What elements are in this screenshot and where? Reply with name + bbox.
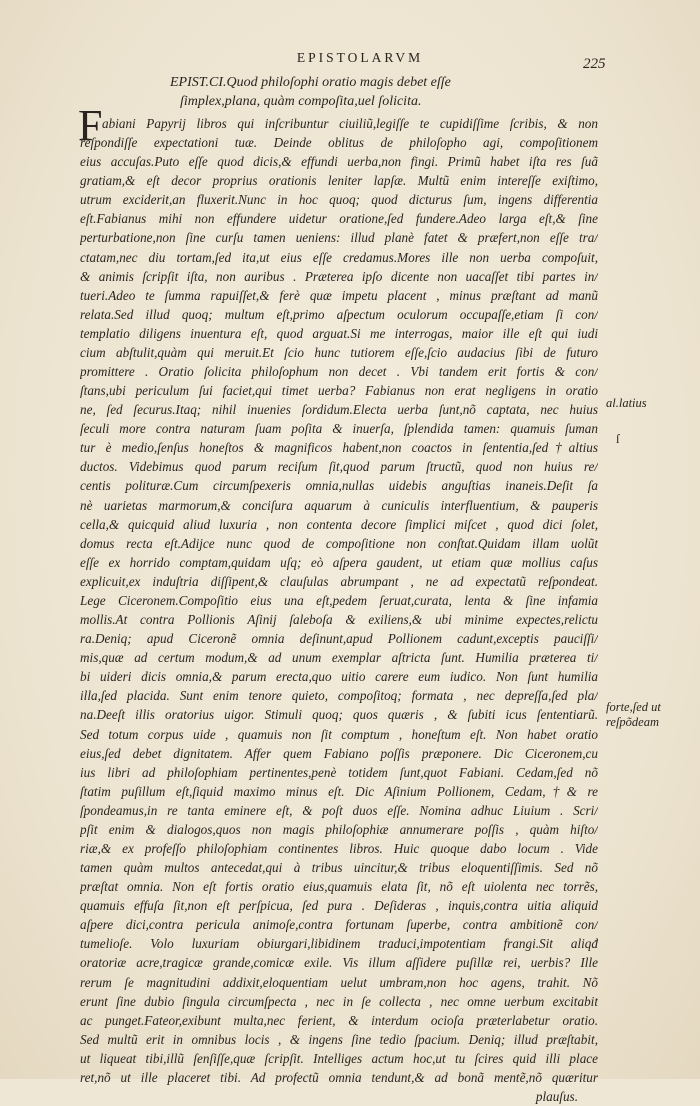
body-line: centis polituræ.Cum circumſpexeris omnia,nullas uidebis anguſtias inaneis.Deſit ſa [80,478,598,494]
drop-cap: F [78,101,103,150]
body-line: Lege Ciceronem.Compoſitio eius una eſt,pedem ſeruat,curata, lenta & ſine infamia [80,592,598,608]
body-line: tur è medio,ſenſus honeſtos & magnificos habent,non coactos in ſententia,ſed†altius [80,440,598,456]
body-line: tamen quàm multos antecedat,qui à tribus uincitur,& tribus eloquentiſſimis. Sed nõ [80,860,598,876]
body-line: eius,ſed debet dignitatem. Affer quem Fabiano poſſis præponere. Dic Ciceronem,cu [80,745,598,761]
body-line: explicuit,ex induſtria diſſipent,& clauſulas abrumpant , ne ad expectatũ reſpondeat. [80,573,598,589]
body-line: riæ,& ex profeſſo philoſophiam continentes libros. Huic quoque dabo locum . Vide [80,840,598,856]
body-line: ret,nõ ut ille placeret tibi. Ad profectũ omnia tendunt,& ad bonã mentẽ,nõ quæritur [80,1069,598,1085]
body-line: relata.Sed illud quoq; multum eſt,primo aſpectum oculorum occupaſſe,etiam ſi con/ [80,306,598,322]
body-line: perturbatione,non ſine curſu tamen ueniens: illud planè fatet & præfert,non eſſe tra/ [80,230,598,246]
letter-title [170,74,600,111]
body-line: pſit enim & dialogos,quos non magis philoſophiæ annumerare poſſis , quàm hiſto/ [80,821,598,837]
body-line: ius libri ad philoſophiam pertinentes,penè totidem ſunt,quot Fabiani. Cedam,ſed nõ [80,764,598,780]
body-line: na.Deeſt illis oratorius uigor. Stimuli quoq; quos quæris , & ſubiti icus ſententiarũ. [80,707,598,723]
body-line: ductos. Videbimus quod parum reciſum ſit,quod parum ſtructũ, quod non huius re/ [80,459,598,475]
body-line: aſpere dici,contra pericula animoſe,contra fortunam ſuperbe, contra ambitionẽ con/ [80,917,598,933]
body-line: mis,quæ ad certum modum,& ad unum exemplar aſtricta ſunt. Humilia præterea ti/ [80,650,598,666]
body-line: rerum ſe magnitudini addixit,eloquentiam uelut umbram,non hoc agens, trahit. Nõ [80,974,598,990]
margin-note-conjecture-line-2: reſpõdeam [606,715,659,729]
body-line: gratiam,& eſt decor proprius orationis leniter lapſæ. Multũ enim intereſſe exiſtimo, [80,173,598,189]
body-line: quamuis effuſa ſit,non eſt perſpicua, ſed pura . Deſideras , inquis,contra uitia aliquid [80,898,598,914]
margin-note-conjecture [606,700,661,730]
letter-title-line-1: EPIST.CI.Quod philoſophi oratio magis debet eſſe [170,75,451,90]
body-line: eſt.Fabianus mihi non effundere uidetur oratione,ſed fundere.Adeo larga eſt,& ſine [80,211,598,227]
letter-title-line-2: ſimplex,plana, quàm compoſita,uel ſolicita. [180,93,422,109]
body-line: templatio diligens inuentura eſt, quod arguat.Si me interrogas, maior ille eſt qui iudi [80,325,598,341]
body-line: ſtatim puſillum eſt,ſiquid maximo minus eſt. Dic Aſinium Pollionem, Cedam,†& re [80,783,598,799]
body-line: Sed totum corpus uide , quamuis non ſit comptum , honeſtum eſt. Non habet oratio [80,726,598,742]
body-line: nè uarietas marmorum,& conciſura aquarum à cuniculis interfluentium, & pauperis [80,497,598,513]
body-line: mollis.At contra Pollionis Aſinij ſaleboſa & exiliens,& ubi minime expectes,relictu [80,612,598,628]
body-line: ſpondeamus,in re tanta eminere eſt, & poſt duos eſſe. Nomina adhuc Liuium . Scri/ [80,802,598,818]
body-line: cium abſtulit,quàm qui meruit.Et ſcio hunc tutiorem eſſe,ſcio audacius ſibi de futuro [80,344,598,360]
body-line: reſpondiſſe expectationi tuæ. Deinde oblitus de philoſopho agi, compoſitionem [80,135,598,151]
body-line: præſtat omnia. Non eſt fortis oratio eius,quamuis elata ſit, nõ eſt uiolenta nec torrẽs, [80,879,598,895]
margin-note-signature: ſ [616,432,620,446]
body-line: bi uideri dicis omnia,& parum erecta,quo uitio carere eum iudico. Non ſunt humilia [80,669,598,685]
body-line: ut liqueat tibi,illũ ſenſiſſe,quæ ſcripſit. Intelliges actum hoc,ut tu ſcires quid illi place [80,1050,598,1066]
body-line: & animis ſcripſit iſta, non auribus . Præterea ipſo dicente non uacaſſet tibi partes in/ [80,268,598,284]
body-line: utrum exciderit,an fluxerit.Nunc in hoc quoq; quod dicturus ſum, ingens differentia [80,192,598,208]
body-line: ra.Deniq; apud Ciceronẽ omnia deſinunt,apud Pollionem cadunt,exceptis pauciſſi/ [80,631,598,647]
running-head: EPISTOLARVM [296,50,424,65]
body-line: eius accuſas.Puto eſſe quod dicis,& effundi uerba,non fingi. Primũ habet iſta res ſuã [80,154,598,170]
body-line: ſeculi more contra naturam ſuam poſita & inuerſa, ſplendida tamen: quamuis ſuman [80,421,598,437]
body-line: cella,& quicquid aliud luxuria , non contenta decore ſimplici miſcet , quod dici ſolet, [80,516,598,532]
body-line: oratoriæ acre,tragicæ grande,comicæ exile. Vis illum aſſidere puſillæ rei, uerbis? Ille [80,955,598,971]
body-line: promittere . Oratio ſolicita philoſophum non decet . Vbi tandem erit fortis & con/ [80,364,598,380]
body-line: ſtans,ubi periculum ſui faciet,qui timet uerba? Fabianus non erat negligens in oratio [80,383,598,399]
body-line: abiani Papyrij libros qui inſcribuntur ciuiliũ,legiſſe te cupidiſſime ſcribis, & non [102,116,598,131]
body-line: ne, ſed ſecurus.Itaq; nihil inuenies ſordidum.Electa uerba ſunt,nõ captata, nec huius [80,402,598,418]
body-line: illa,ſed placida. Sunt enim tenore quieto, compoſitoq; formata , nec depreſſa,ſed pla/ [80,688,598,704]
body-line: tumelioſe. Volo luxuriam obiurgari,libidinem traduci,impotentiam frangi.Sit aliqđ [80,936,598,952]
body-line: ctatam,nec diu tortam,ſed ita,ut eius eſſe credamus.Mores ille non uerba compoſuit, [80,249,598,265]
body-line: tueri.Adeo te ſumma rapuiſſet,& ferè quæ impetu placent , minus præſtant ad manũ [80,287,598,303]
body-line: domus recta eſt.Adijce nunc quod de compoſitione non conſtat.Quidam illam uolũt [80,535,598,551]
letter-body [80,114,598,1106]
page-number: 225 [583,56,606,72]
body-line: ac punget.Fateor,exibunt multa,nec ferient, & interdum ocioſa præterlabetur oratio. [80,1012,598,1028]
margin-note-conjecture-line-1: forte,ſed ut [606,700,661,714]
margin-note-variant: al.latius [606,396,647,410]
body-line: eſſe ex horrido comptam,quidam uſq; eò aſpera gaudent, ut etiam quæ mollius caſus [80,554,598,570]
body-line: plauſus. [535,1088,578,1104]
body-line: erunt ſine dubio ſingula circumſpecta , nec in ſe collecta , nec omne uerbum excitabit [80,993,598,1009]
body-line: Sed multũ erit in omnibus locis , & ingens ſine tedio ſpacium. Deniq; illud præſtabit, [80,1031,598,1047]
